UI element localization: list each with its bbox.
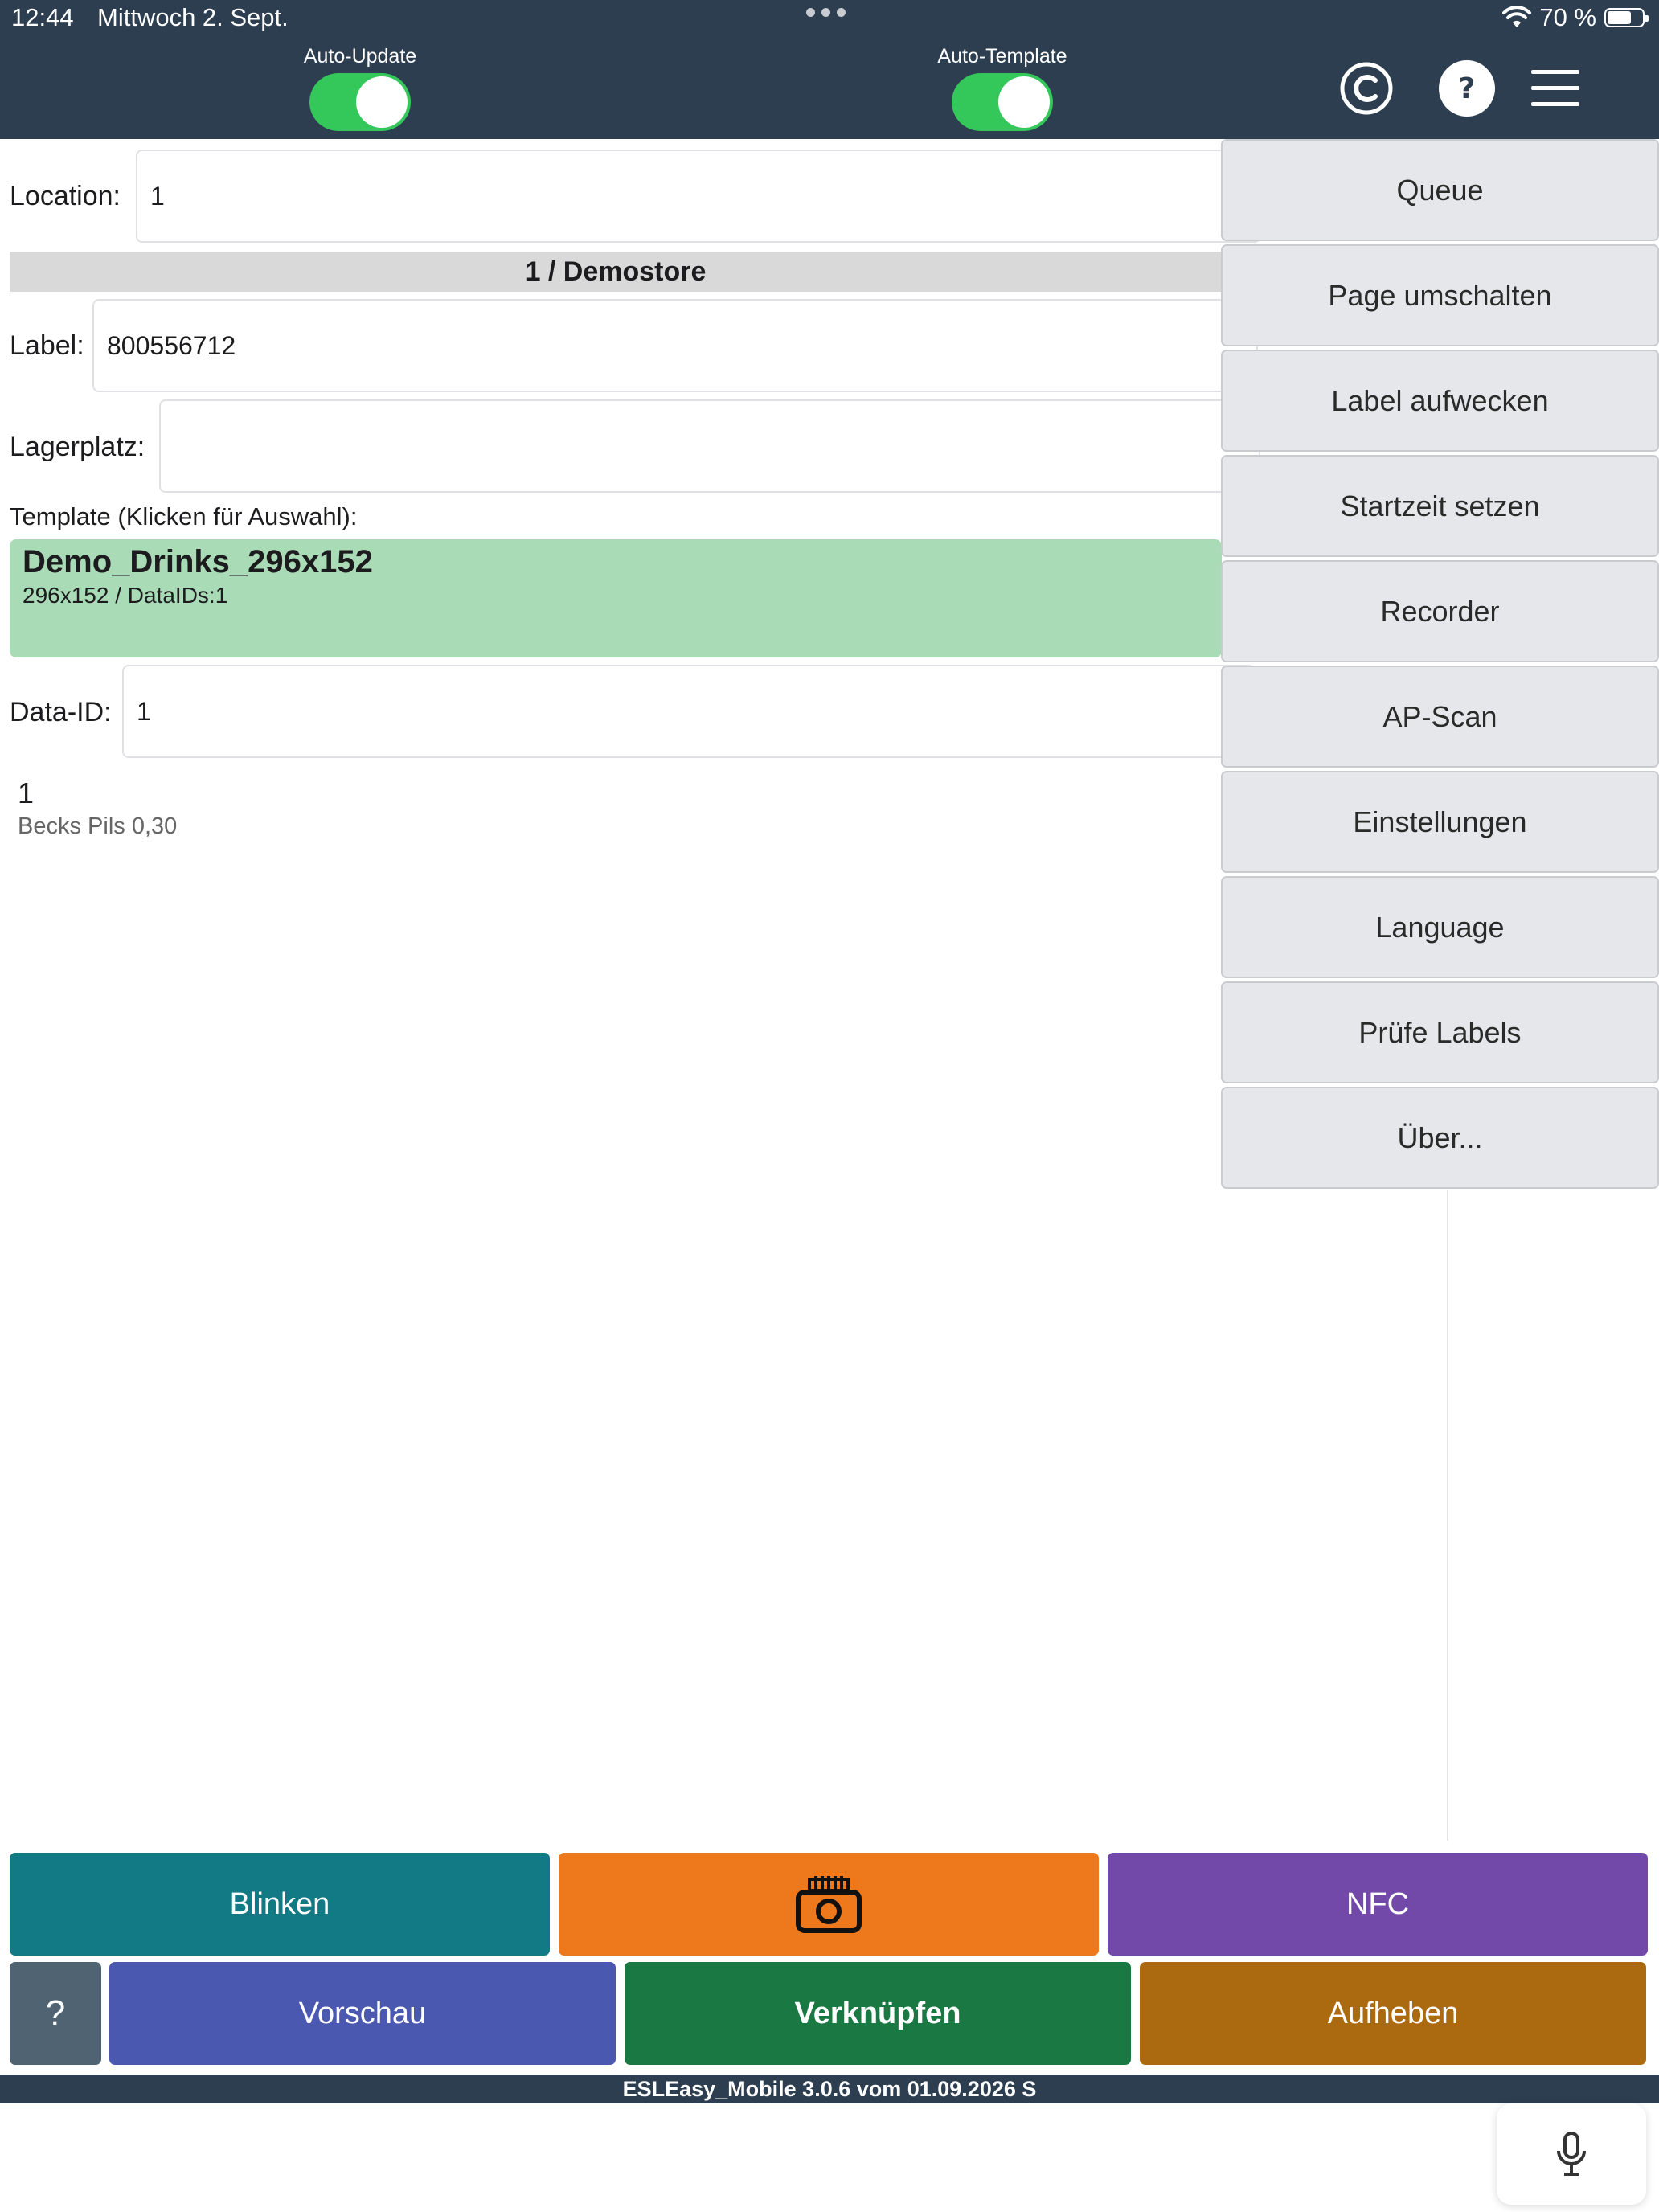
- label-input[interactable]: 800556712: [92, 299, 1258, 392]
- location-input[interactable]: 1: [136, 150, 1261, 243]
- auto-template-block: [922, 45, 1083, 131]
- menu-item-ap-scan[interactable]: AP-Scan: [1221, 666, 1659, 768]
- wifi-icon: [1502, 6, 1531, 29]
- app-header: [0, 0, 1659, 139]
- template-selector[interactable]: [10, 539, 1222, 657]
- battery-percent: 70 %: [1539, 3, 1596, 31]
- menu-item-einstellungen[interactable]: Einstellungen: [1221, 771, 1659, 873]
- menu-item-language[interactable]: Language: [1221, 876, 1659, 978]
- data-item-number: 1: [18, 776, 35, 809]
- auto-update-label: Auto-Update: [303, 45, 417, 68]
- auto-update-block: [280, 45, 440, 131]
- copyright-icon[interactable]: [1337, 59, 1395, 117]
- lagerplatz-input[interactable]: [159, 399, 1260, 493]
- vorschau-button[interactable]: Vorschau: [109, 1962, 616, 2065]
- divider: [1447, 1190, 1448, 1841]
- dropdown-menu: [1221, 139, 1659, 1192]
- data-id-input[interactable]: 1: [122, 665, 1256, 758]
- nfc-button[interactable]: NFC: [1108, 1853, 1648, 1956]
- version-footer: ESLEasy_Mobile 3.0.6 vom 01.09.2026 S: [0, 2075, 1659, 2103]
- menu-item-ueber[interactable]: Über...: [1221, 1087, 1659, 1189]
- menu-item-recorder[interactable]: Recorder: [1221, 560, 1659, 662]
- battery-icon: [1604, 8, 1645, 27]
- multitasking-dots-icon[interactable]: [806, 8, 846, 17]
- auto-update-toggle[interactable]: [309, 73, 411, 131]
- lagerplatz-label: Lagerplatz:: [10, 432, 145, 462]
- menu-icon[interactable]: [1526, 59, 1584, 117]
- template-name: Demo_Drinks_296x152: [23, 544, 373, 580]
- verknuepfen-button[interactable]: Verknüpfen: [625, 1962, 1131, 2065]
- camera-button[interactable]: [559, 1853, 1099, 1956]
- template-heading: Template (Klicken für Auswahl):: [10, 502, 358, 530]
- status-time: 12:44: [11, 3, 74, 31]
- blinken-button[interactable]: Blinken: [10, 1853, 550, 1956]
- aufheben-button[interactable]: Aufheben: [1140, 1962, 1646, 2065]
- location-label: Location:: [10, 181, 121, 211]
- label-label: Label:: [10, 330, 84, 361]
- microphone-icon: [1555, 2132, 1587, 2177]
- data-id-label: Data-ID:: [10, 697, 112, 727]
- menu-item-label-aufwecken[interactable]: Label aufwecken: [1221, 350, 1659, 452]
- data-item-description: Becks Pils 0,30: [18, 813, 178, 839]
- menu-item-pruefe-labels[interactable]: Prüfe Labels: [1221, 981, 1659, 1083]
- menu-item-queue[interactable]: Queue: [1221, 139, 1659, 241]
- auto-template-toggle[interactable]: [952, 73, 1053, 131]
- help-icon[interactable]: [1438, 59, 1496, 117]
- menu-item-page-umschalten[interactable]: Page umschalten: [1221, 244, 1659, 346]
- help-button[interactable]: ?: [10, 1962, 101, 2065]
- template-details: 296x152 / DataIDs:1: [23, 583, 228, 608]
- auto-template-label: Auto-Template: [937, 45, 1067, 68]
- menu-item-startzeit-setzen[interactable]: Startzeit setzen: [1221, 455, 1659, 557]
- store-title: 1 / Demostore: [10, 252, 1222, 292]
- camera-icon: [795, 1874, 862, 1934]
- status-date: Mittwoch 2. Sept.: [97, 3, 289, 31]
- svg-text:?: ?: [1458, 72, 1476, 105]
- microphone-button[interactable]: [1497, 2103, 1646, 2205]
- status-right: [1502, 3, 1645, 32]
